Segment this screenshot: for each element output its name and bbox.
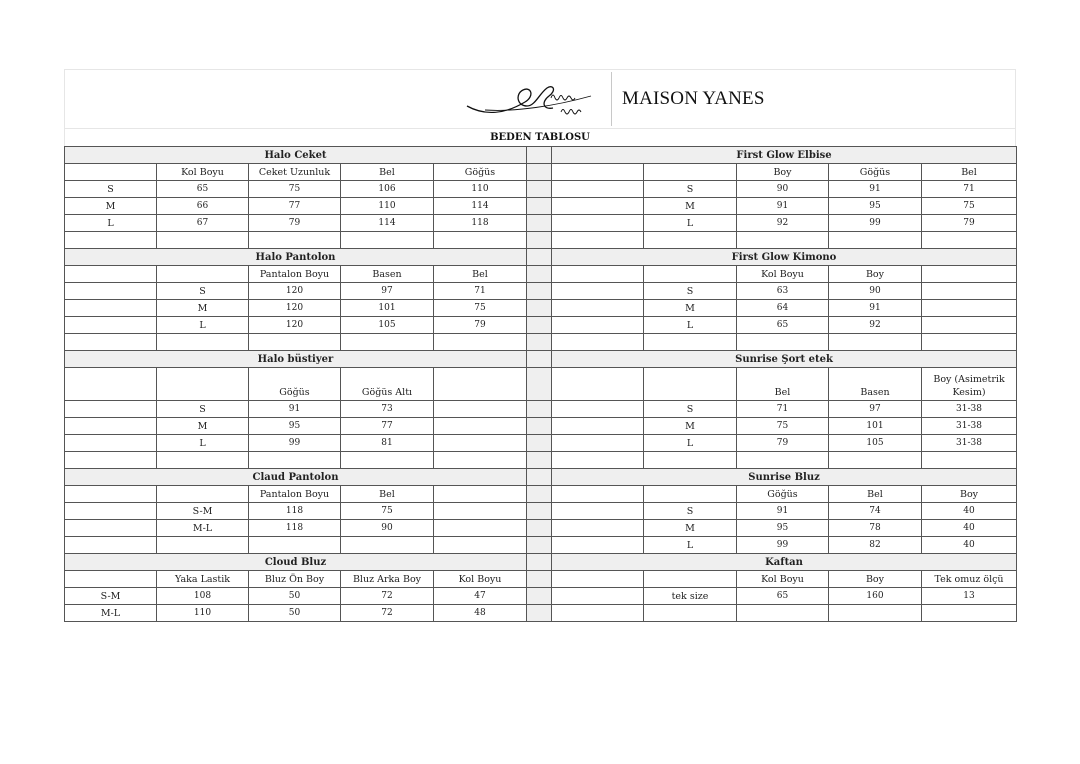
table-cell <box>157 452 249 469</box>
table-cell: 40 <box>922 503 1017 520</box>
table-cell: Kol Boyu <box>737 571 829 588</box>
table-row <box>65 368 1017 401</box>
table-cell <box>552 418 644 435</box>
column-gap <box>527 181 552 198</box>
table-cell: 90 <box>341 520 434 537</box>
table-cell: 77 <box>249 198 341 215</box>
column-gap <box>527 266 552 283</box>
table-cell <box>552 503 644 520</box>
header <box>64 69 1016 128</box>
brand-name: MAISON YANES <box>622 88 765 109</box>
column-gap <box>527 300 552 317</box>
table-row <box>65 571 1017 588</box>
table-cell: Bluz Ön Boy <box>249 571 341 588</box>
table-cell <box>922 452 1017 469</box>
table-cell: 50 <box>249 588 341 605</box>
table-cell: 48 <box>434 605 527 622</box>
table-cell: Göğüs Altı <box>341 368 434 401</box>
column-gap <box>527 554 552 571</box>
table-cell: 63 <box>737 283 829 300</box>
table-cell: 65 <box>737 317 829 334</box>
table-cell: M <box>157 300 249 317</box>
table-cell <box>157 266 249 283</box>
table-row <box>65 215 1017 232</box>
table-cell: 40 <box>922 537 1017 554</box>
table-cell <box>65 283 157 300</box>
table-cell: S <box>157 283 249 300</box>
size-chart-sheet <box>64 69 1016 622</box>
table-cell: 101 <box>829 418 922 435</box>
table-cell: Boy <box>737 164 829 181</box>
table-cell: 99 <box>249 435 341 452</box>
table-cell: Bel <box>341 164 434 181</box>
table-cell: 110 <box>157 605 249 622</box>
table-cell <box>644 266 737 283</box>
table-cell <box>65 486 157 503</box>
table-cell: 47 <box>434 588 527 605</box>
table-cell <box>922 300 1017 317</box>
table-cell <box>552 164 644 181</box>
table-cell: M-L <box>157 520 249 537</box>
table-cell: 13 <box>922 588 1017 605</box>
table-cell: 31-38 <box>922 418 1017 435</box>
table-cell: L <box>644 537 737 554</box>
table-cell: 120 <box>249 317 341 334</box>
table-cell <box>644 571 737 588</box>
table-cell: 71 <box>737 401 829 418</box>
table-cell: M <box>644 418 737 435</box>
table-cell <box>434 368 527 401</box>
table-cell <box>552 435 644 452</box>
section-header-right: Sunrise Bluz <box>552 469 1017 486</box>
table-cell: 75 <box>249 181 341 198</box>
table-cell <box>737 334 829 351</box>
table-cell <box>922 283 1017 300</box>
table-cell: Göğüs <box>737 486 829 503</box>
section-header-right: First Glow Elbise <box>552 147 1017 164</box>
table-cell <box>157 486 249 503</box>
table-row <box>65 283 1017 300</box>
table-cell: 31-38 <box>922 401 1017 418</box>
table-cell: 91 <box>249 401 341 418</box>
column-gap <box>527 537 552 554</box>
table-cell: L <box>644 435 737 452</box>
table-cell: 114 <box>341 215 434 232</box>
table-cell <box>829 605 922 622</box>
table-cell: Boy <box>829 266 922 283</box>
table-row <box>65 317 1017 334</box>
table-cell: 114 <box>434 198 527 215</box>
table-cell: 95 <box>737 520 829 537</box>
table-cell: Bel <box>341 486 434 503</box>
table-cell <box>922 266 1017 283</box>
table-cell: Bel <box>737 368 829 401</box>
table-cell: 78 <box>829 520 922 537</box>
table-row <box>65 520 1017 537</box>
table-row <box>65 164 1017 181</box>
table-cell <box>434 537 527 554</box>
table-cell <box>434 334 527 351</box>
table-cell: 99 <box>829 215 922 232</box>
table-cell: 120 <box>249 283 341 300</box>
table-cell <box>644 164 737 181</box>
table-cell <box>434 401 527 418</box>
section-header-right: First Glow Kimono <box>552 249 1017 266</box>
table-cell <box>552 232 644 249</box>
table-cell <box>65 266 157 283</box>
table-cell: 75 <box>922 198 1017 215</box>
table-cell: 90 <box>737 181 829 198</box>
table-row <box>65 249 1017 266</box>
table-cell: 66 <box>157 198 249 215</box>
table-cell: 81 <box>341 435 434 452</box>
section-header-left: Cloud Bluz <box>65 554 527 571</box>
table-cell <box>552 266 644 283</box>
column-gap <box>527 469 552 486</box>
column-gap <box>527 435 552 452</box>
table-row <box>65 401 1017 418</box>
table-row <box>65 469 1017 486</box>
table-cell: 74 <box>829 503 922 520</box>
column-gap <box>527 571 552 588</box>
column-gap <box>527 198 552 215</box>
table-cell: 79 <box>922 215 1017 232</box>
table-cell <box>552 368 644 401</box>
table-cell <box>249 232 341 249</box>
table-cell: Bel <box>829 486 922 503</box>
column-gap <box>527 351 552 368</box>
table-cell: M-L <box>65 605 157 622</box>
table-cell: Göğüs <box>434 164 527 181</box>
table-cell: Yaka Lastik <box>157 571 249 588</box>
table-cell: 91 <box>737 503 829 520</box>
table-cell <box>157 232 249 249</box>
table-cell: S <box>644 283 737 300</box>
table-cell: 67 <box>157 215 249 232</box>
table-cell: Tek omuz ölçü <box>922 571 1017 588</box>
table-cell <box>157 368 249 401</box>
table-cell: S <box>157 401 249 418</box>
table-cell: M <box>644 300 737 317</box>
section-header-right: Kaftan <box>552 554 1017 571</box>
column-gap <box>527 283 552 300</box>
table-cell: 72 <box>341 588 434 605</box>
table-row <box>65 537 1017 554</box>
table-row <box>65 351 1017 368</box>
section-header-left: Halo büstiyer <box>65 351 527 368</box>
table-cell: 97 <box>829 401 922 418</box>
table-cell <box>65 300 157 317</box>
table-cell <box>65 537 157 554</box>
table-cell: Göğüs <box>829 164 922 181</box>
table-cell: 73 <box>341 401 434 418</box>
table-cell <box>249 334 341 351</box>
table-row <box>65 181 1017 198</box>
table-cell <box>434 418 527 435</box>
table-cell <box>65 317 157 334</box>
table-cell: 118 <box>249 520 341 537</box>
table-cell <box>644 486 737 503</box>
table-cell: S <box>65 181 157 198</box>
script-logo-icon <box>465 76 611 126</box>
table-cell <box>65 164 157 181</box>
table-cell <box>249 537 341 554</box>
table-cell: S-M <box>157 503 249 520</box>
table-row <box>65 418 1017 435</box>
table-cell <box>829 334 922 351</box>
table-cell <box>249 452 341 469</box>
table-row <box>65 147 1017 164</box>
table-cell: M <box>644 198 737 215</box>
table-cell <box>157 537 249 554</box>
table-cell: S-M <box>65 588 157 605</box>
table-cell: Pantalon Boyu <box>249 266 341 283</box>
table-cell: 75 <box>341 503 434 520</box>
table-cell: 118 <box>249 503 341 520</box>
table-cell: 65 <box>157 181 249 198</box>
table-cell: Boy <box>829 571 922 588</box>
table-row <box>65 605 1017 622</box>
table-cell <box>644 334 737 351</box>
table-row <box>65 232 1017 249</box>
table-row <box>65 486 1017 503</box>
table-cell: Basen <box>341 266 434 283</box>
table-cell <box>434 452 527 469</box>
table-cell: 79 <box>737 435 829 452</box>
table-cell: tek size <box>644 588 737 605</box>
table-cell: 64 <box>737 300 829 317</box>
table-cell: 101 <box>341 300 434 317</box>
table-cell <box>552 486 644 503</box>
table-cell: L <box>644 215 737 232</box>
table-cell: M <box>157 418 249 435</box>
column-gap <box>527 147 552 164</box>
table-cell <box>341 334 434 351</box>
table-cell: 105 <box>341 317 434 334</box>
table-cell <box>65 232 157 249</box>
table-cell <box>644 232 737 249</box>
table-cell: 110 <box>341 198 434 215</box>
table-cell: 108 <box>157 588 249 605</box>
table-cell: Boy <box>922 486 1017 503</box>
column-gap <box>527 605 552 622</box>
table-cell <box>552 181 644 198</box>
column-gap <box>527 486 552 503</box>
section-header-left: Claud Pantolon <box>65 469 527 486</box>
table-cell <box>65 418 157 435</box>
table-cell: 92 <box>737 215 829 232</box>
table-cell: 106 <box>341 181 434 198</box>
table-cell <box>922 605 1017 622</box>
size-table-body <box>65 147 1017 622</box>
table-cell: Kol Boyu <box>157 164 249 181</box>
logo-divider <box>611 72 612 126</box>
table-cell <box>65 401 157 418</box>
table-cell: 92 <box>829 317 922 334</box>
table-cell <box>552 215 644 232</box>
table-cell <box>65 503 157 520</box>
column-gap <box>527 588 552 605</box>
table-cell <box>922 232 1017 249</box>
table-row <box>65 503 1017 520</box>
table-cell: Kol Boyu <box>434 571 527 588</box>
table-row <box>65 198 1017 215</box>
table-row <box>65 266 1017 283</box>
table-cell: 160 <box>829 588 922 605</box>
table-cell: 95 <box>829 198 922 215</box>
table-cell <box>829 232 922 249</box>
table-cell <box>65 571 157 588</box>
table-cell: M <box>644 520 737 537</box>
table-cell <box>434 503 527 520</box>
table-cell <box>552 334 644 351</box>
table-cell: Bluz Arka Boy <box>341 571 434 588</box>
table-row <box>65 334 1017 351</box>
table-cell <box>341 232 434 249</box>
table-cell <box>65 452 157 469</box>
table-cell: L <box>157 317 249 334</box>
column-gap <box>527 401 552 418</box>
table-cell <box>552 198 644 215</box>
table-cell <box>552 283 644 300</box>
table-cell <box>552 317 644 334</box>
column-gap <box>527 368 552 401</box>
table-cell <box>65 368 157 401</box>
section-header-left: Halo Ceket <box>65 147 527 164</box>
table-cell: 75 <box>737 418 829 435</box>
column-gap <box>527 418 552 435</box>
table-cell: 75 <box>434 300 527 317</box>
table-cell: 105 <box>829 435 922 452</box>
table-cell: Kol Boyu <box>737 266 829 283</box>
table-cell: 91 <box>737 198 829 215</box>
table-cell <box>737 605 829 622</box>
table-cell: Bel <box>434 266 527 283</box>
table-cell: L <box>644 317 737 334</box>
column-gap <box>527 520 552 537</box>
table-row <box>65 554 1017 571</box>
table-cell <box>157 334 249 351</box>
table-row <box>65 435 1017 452</box>
table-row <box>65 588 1017 605</box>
table-cell <box>737 452 829 469</box>
table-cell: L <box>157 435 249 452</box>
column-gap <box>527 249 552 266</box>
table-cell <box>644 452 737 469</box>
table-cell <box>65 520 157 537</box>
table-cell: 77 <box>341 418 434 435</box>
table-row <box>65 300 1017 317</box>
table-cell: L <box>65 215 157 232</box>
chart-title: BEDEN TABLOSU <box>64 128 1016 146</box>
column-gap <box>527 232 552 249</box>
table-cell: 40 <box>922 520 1017 537</box>
column-gap <box>527 334 552 351</box>
table-cell <box>552 605 644 622</box>
table-cell <box>552 588 644 605</box>
table-cell <box>341 452 434 469</box>
table-cell <box>552 520 644 537</box>
column-gap <box>527 317 552 334</box>
section-header-left: Halo Pantolon <box>65 249 527 266</box>
table-cell: Ceket Uzunluk <box>249 164 341 181</box>
column-gap <box>527 503 552 520</box>
table-cell: 72 <box>341 605 434 622</box>
table-cell: M <box>65 198 157 215</box>
table-cell: 110 <box>434 181 527 198</box>
table-cell <box>552 401 644 418</box>
table-cell <box>552 452 644 469</box>
brand-logo <box>465 76 611 126</box>
table-cell <box>922 317 1017 334</box>
table-cell: 82 <box>829 537 922 554</box>
table-cell: 65 <box>737 588 829 605</box>
table-cell: Bel <box>922 164 1017 181</box>
table-cell <box>644 605 737 622</box>
table-cell <box>434 520 527 537</box>
table-cell <box>737 232 829 249</box>
table-cell: Boy (Asimetrik Kesim) <box>922 368 1017 401</box>
table-cell <box>552 300 644 317</box>
table-cell: 50 <box>249 605 341 622</box>
table-cell: 71 <box>922 181 1017 198</box>
table-cell: 31-38 <box>922 435 1017 452</box>
table-cell: Göğüs <box>249 368 341 401</box>
table-cell: 97 <box>341 283 434 300</box>
table-cell: 71 <box>434 283 527 300</box>
table-cell: Pantalon Boyu <box>249 486 341 503</box>
table-cell: 91 <box>829 300 922 317</box>
table-cell: S <box>644 181 737 198</box>
table-cell: Basen <box>829 368 922 401</box>
table-cell <box>829 452 922 469</box>
table-cell: S <box>644 503 737 520</box>
table-cell <box>434 486 527 503</box>
table-cell <box>552 537 644 554</box>
table-cell: 91 <box>829 181 922 198</box>
table-cell: 118 <box>434 215 527 232</box>
table-cell: 99 <box>737 537 829 554</box>
table-cell: S <box>644 401 737 418</box>
table-cell <box>552 571 644 588</box>
table-cell: 79 <box>249 215 341 232</box>
table-cell: 90 <box>829 283 922 300</box>
column-gap <box>527 452 552 469</box>
table-cell: 95 <box>249 418 341 435</box>
table-cell <box>434 435 527 452</box>
table-cell: 79 <box>434 317 527 334</box>
table-cell: 120 <box>249 300 341 317</box>
column-gap <box>527 164 552 181</box>
table-cell <box>65 334 157 351</box>
table-cell <box>65 435 157 452</box>
table-cell <box>434 232 527 249</box>
table-cell <box>341 537 434 554</box>
column-gap <box>527 215 552 232</box>
table-row <box>65 452 1017 469</box>
table-cell <box>644 368 737 401</box>
table-cell <box>922 334 1017 351</box>
size-table <box>64 146 1017 622</box>
section-header-right: Sunrise Şort etek <box>552 351 1017 368</box>
